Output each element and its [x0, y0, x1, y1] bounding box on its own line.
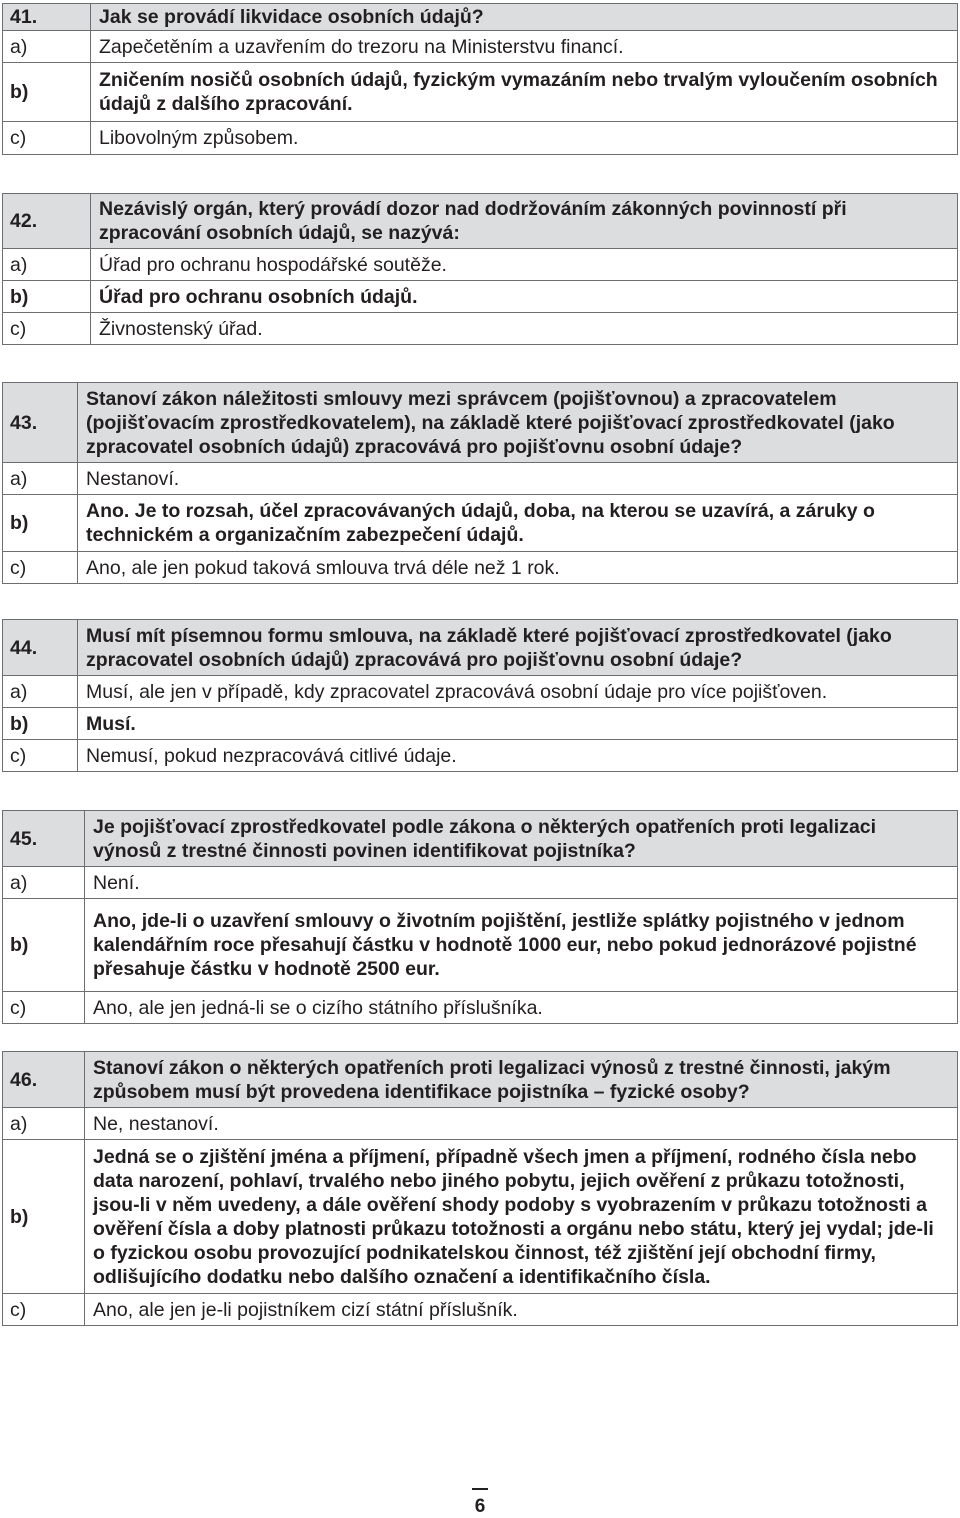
answer-label: b) [3, 708, 78, 740]
answer-label: c) [3, 313, 91, 345]
answer-label: b) [3, 63, 91, 122]
question-number: 44. [3, 620, 78, 676]
answer-label: a) [3, 249, 91, 281]
answer-text: Živnostenský úřad. [91, 313, 958, 345]
question-text: Musí mít písemnou formu smlouva, na základě které pojišťovací zprostředkovatel (jako zpracovatel osobních údajů) zpracovává pro pojišťovnu osobní údaje? [78, 620, 958, 676]
page-number: 6 [474, 1496, 486, 1517]
answer-text: Ano, ale jen pokud taková smlouva trvá déle než 1 rok. [78, 552, 958, 584]
question-number: 46. [3, 1052, 85, 1108]
question-block-45 [2, 810, 958, 1024]
answer-text-correct: Ano. Je to rozsah, účel zpracovávaných údajů, doba, na kterou se uzavírá, a záruky o technickém a organizačním zabezpečení údajů. [78, 495, 958, 552]
answer-label: a) [3, 867, 85, 899]
question-block-43 [2, 382, 958, 584]
answer-label: b) [3, 1140, 85, 1294]
question-block-46 [2, 1051, 958, 1326]
answer-text: Musí, ale jen v případě, kdy zpracovatel zpracovává osobní údaje pro více pojišťoven. [78, 676, 958, 708]
question-text: Jak se provádí likvidace osobních údajů? [91, 4, 958, 31]
question-number: 42. [3, 194, 91, 249]
answer-text-correct: Ano, jde-li o uzavření smlouvy o životním pojištění, jestliže splátky pojistného v jednom kalendářním roce přesahují částku v hodnotě 1000 eur, nebo pokud jednorázové pojistné přesahuje částku v hodnotě 2500 eur. [85, 899, 958, 992]
answer-text: Ano, ale jen je-li pojistníkem cizí státní příslušník. [85, 1294, 958, 1326]
answer-label: c) [3, 992, 85, 1024]
question-block-41 [2, 3, 958, 155]
answer-text: Zapečetěním a uzavřením do trezoru na Ministerstvu financí. [91, 31, 958, 63]
answer-label: a) [3, 1108, 85, 1140]
answer-label: a) [3, 463, 78, 495]
answer-text: Libovolným způsobem. [91, 122, 958, 155]
question-number: 41. [3, 4, 91, 31]
answer-label: a) [3, 676, 78, 708]
answer-text: Ano, ale jen jedná-li se o cizího státního příslušníka. [85, 992, 958, 1024]
answer-text: Není. [85, 867, 958, 899]
answer-text: Úřad pro ochranu hospodářské soutěže. [91, 249, 958, 281]
question-block-44 [2, 619, 958, 772]
answer-text: Ne, nestanoví. [85, 1108, 958, 1140]
answer-label: b) [3, 495, 78, 552]
answer-label: b) [3, 281, 91, 313]
answer-text: Nemusí, pokud nezpracovává citlivé údaje. [78, 740, 958, 772]
answer-label: c) [3, 552, 78, 584]
page-number-bar [472, 1488, 488, 1490]
answer-label: b) [3, 899, 85, 992]
question-number: 43. [3, 383, 78, 463]
question-text: Nezávislý orgán, který provádí dozor nad dodržováním zákonných povinností při zpracování osobních údajů, se nazývá: [91, 194, 958, 249]
answer-label: a) [3, 31, 91, 63]
answer-text: Nestanoví. [78, 463, 958, 495]
question-text: Stanoví zákon o některých opatřeních proti legalizaci výnosů z trestné činnosti, jakým způsobem musí být provedena identifikace pojistníka – fyzické osoby? [85, 1052, 958, 1108]
answer-text-correct: Úřad pro ochranu osobních údajů. [91, 281, 958, 313]
answer-label: c) [3, 740, 78, 772]
answer-text-correct: Zničením nosičů osobních údajů, fyzickým vymazáním nebo trvalým vyloučením osobních údajů z dalšího zpracování. [91, 63, 958, 122]
answer-label: c) [3, 1294, 85, 1326]
question-text: Je pojišťovací zprostředkovatel podle zákona o některých opatřeních proti legalizaci výnosů z trestné činnosti povinen identifikovat pojistníka? [85, 811, 958, 867]
question-block-42 [2, 193, 958, 345]
question-text: Stanoví zákon náležitosti smlouvy mezi správcem (pojišťovnou) a zpracovatelem (pojišťovacím zprostředkovatelem), na základě které pojišťovací zprostředkovatel (jako zpracovatel osobních údajů) zpracovává pro pojišťovnu osobní údaje? [78, 383, 958, 463]
answer-label: c) [3, 122, 91, 155]
answer-text-correct: Musí. [78, 708, 958, 740]
answer-text-correct: Jedná se o zjištění jména a příjmení, případně všech jmen a příjmení, rodného čísla nebo data narození, pohlaví, trvalého nebo jiného pobytu, jejich ověření z průkazu totožnosti, jsou-li v něm uvedeny, a dále ověření shody podoby s vyobrazením v průkazu totožnosti a ověření čísla a doby platnosti průkazu totožnosti a orgánu nebo státu, který jej vydal; jde-li o fyzickou osobu provozující podnikatelskou činnost, též zjištění její obchodní firmy, odlišujícího dodatku nebo dalšího označení a identifikačního čísla. [85, 1140, 958, 1294]
question-number: 45. [3, 811, 85, 867]
